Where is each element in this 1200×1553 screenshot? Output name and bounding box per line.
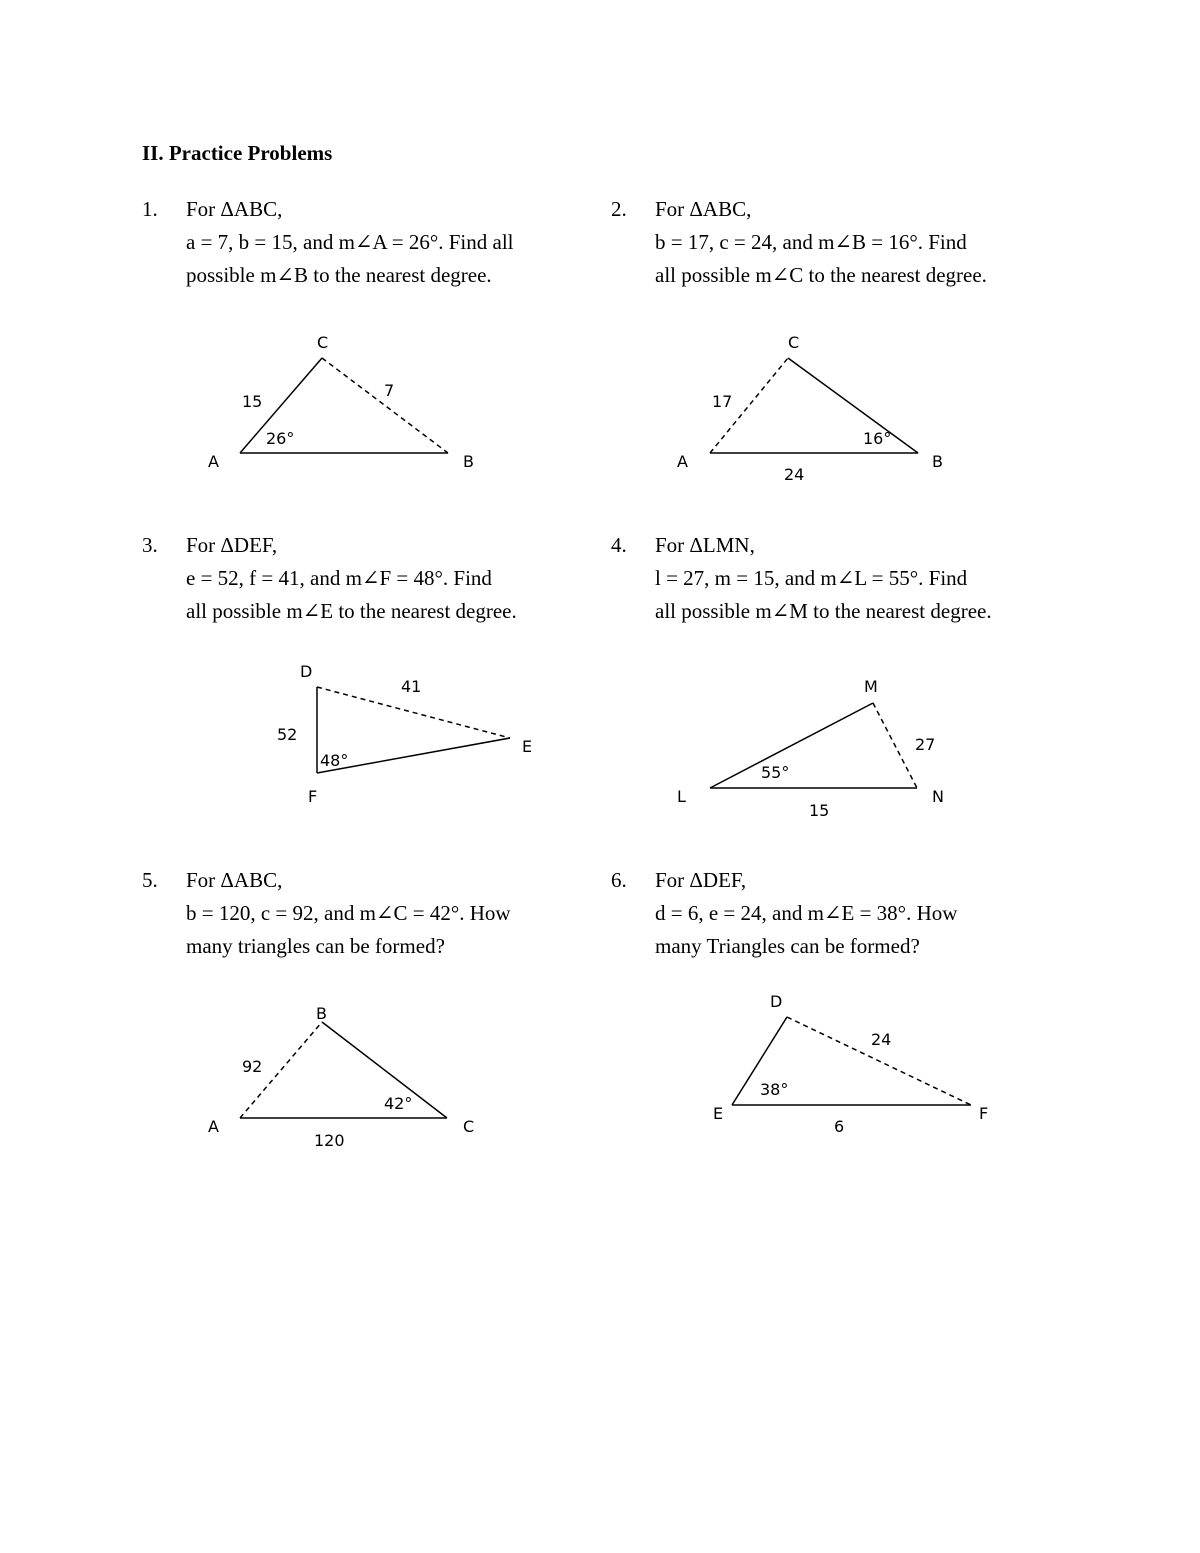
problem-number: 6. bbox=[611, 868, 627, 892]
triangle-figure-3 bbox=[260, 655, 560, 815]
triangle-figure-4 bbox=[660, 670, 970, 830]
problem-line-1: For ΔABC, bbox=[186, 197, 283, 221]
problem-line-2: a = 7, b = 15, and m∠A = 26°. Find all bbox=[186, 230, 514, 254]
problem-line-2: b = 120, c = 92, and m∠C = 42°. How bbox=[186, 901, 511, 925]
triangle-figure-5 bbox=[190, 995, 500, 1160]
vertex-label-m: M bbox=[864, 677, 878, 696]
problem-line-3: all possible m∠C to the nearest degree. bbox=[655, 263, 987, 287]
vertex-label-b: B bbox=[316, 1004, 327, 1023]
side-label-15: 15 bbox=[809, 801, 830, 820]
problem-line-3: all possible m∠E to the nearest degree. bbox=[186, 599, 517, 623]
problem-line-3: many Triangles can be formed? bbox=[655, 934, 920, 958]
vertex-label-f: F bbox=[308, 787, 318, 806]
problem-line-2: b = 17, c = 24, and m∠B = 16°. Find bbox=[655, 230, 967, 254]
vertex-label-a: A bbox=[677, 452, 688, 471]
angle-label: 16° bbox=[863, 429, 892, 448]
vertex-label-b: B bbox=[463, 452, 474, 471]
side-label-7: 7 bbox=[384, 381, 395, 400]
side-label-15: 15 bbox=[242, 392, 263, 411]
side-lm bbox=[710, 703, 873, 788]
vertex-label-a: A bbox=[208, 1117, 219, 1136]
angle-label: 42° bbox=[384, 1094, 413, 1113]
triangle-figure-2 bbox=[660, 320, 980, 495]
side-label-92: 92 bbox=[242, 1057, 263, 1076]
side-label-6: 6 bbox=[834, 1117, 845, 1136]
problem-line-3: all possible m∠M to the nearest degree. bbox=[655, 599, 992, 623]
problem-line-1: For ΔDEF, bbox=[655, 868, 747, 892]
problem-line-1: For ΔLMN, bbox=[655, 533, 755, 557]
problem-line-1: For ΔDEF, bbox=[186, 533, 278, 557]
problem-line-3: possible m∠B to the nearest degree. bbox=[186, 263, 492, 287]
vertex-label-n: N bbox=[932, 787, 944, 806]
side-label-24: 24 bbox=[784, 465, 805, 484]
angle-label: 48° bbox=[320, 751, 349, 770]
problem-line-2: l = 27, m = 15, and m∠L = 55°. Find bbox=[655, 566, 968, 590]
vertex-label-a: A bbox=[208, 452, 219, 471]
vertex-label-b: B bbox=[932, 452, 943, 471]
side-label-120: 120 bbox=[314, 1131, 345, 1150]
triangle-figure-6 bbox=[700, 985, 1010, 1145]
problem-line-1: For ΔABC, bbox=[186, 868, 283, 892]
problem-number: 5. bbox=[142, 868, 158, 892]
problem-line-3: many triangles can be formed? bbox=[186, 934, 445, 958]
vertex-label-d: D bbox=[300, 662, 313, 681]
problem-line-1: For ΔABC, bbox=[655, 197, 752, 221]
side-label-17: 17 bbox=[712, 392, 733, 411]
vertex-label-c: C bbox=[788, 333, 800, 352]
side-mn-dashed bbox=[873, 703, 917, 788]
vertex-label-c: C bbox=[463, 1117, 475, 1136]
vertex-label-c: C bbox=[317, 333, 329, 352]
problem-number: 1. bbox=[142, 197, 158, 221]
vertex-label-d: D bbox=[770, 992, 783, 1011]
angle-label: 55° bbox=[761, 763, 790, 782]
angle-label: 26° bbox=[266, 429, 295, 448]
vertex-label-f: F bbox=[979, 1104, 989, 1123]
vertex-label-e: E bbox=[522, 737, 533, 756]
side-cb-dashed bbox=[322, 358, 448, 453]
side-label-41: 41 bbox=[401, 677, 422, 696]
side-label-52: 52 bbox=[277, 725, 298, 744]
problem-number: 3. bbox=[142, 533, 158, 557]
side-label-27: 27 bbox=[915, 735, 936, 754]
problem-number: 4. bbox=[611, 533, 627, 557]
vertex-label-e: E bbox=[713, 1104, 724, 1123]
problem-line-2: d = 6, e = 24, and m∠E = 38°. How bbox=[655, 901, 958, 925]
side-label-24: 24 bbox=[871, 1030, 892, 1049]
section-heading: II. Practice Problems bbox=[142, 141, 333, 165]
triangle-figure-1 bbox=[190, 320, 510, 490]
angle-label: 38° bbox=[760, 1080, 789, 1099]
problem-number: 2. bbox=[611, 197, 627, 221]
vertex-label-l: L bbox=[677, 787, 686, 806]
side-cb bbox=[788, 358, 918, 453]
problem-line-2: e = 52, f = 41, and m∠F = 48°. Find bbox=[186, 566, 492, 590]
